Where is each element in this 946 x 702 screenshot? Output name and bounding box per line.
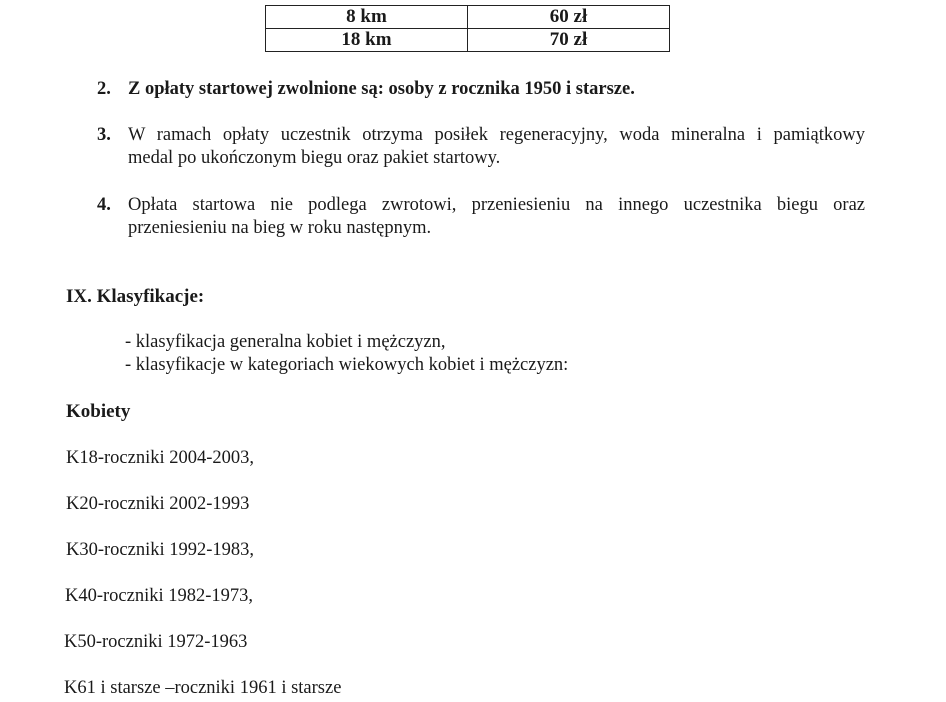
list-item: - klasyfikacja generalna kobiet i mężczyzn, [125, 332, 446, 352]
classification-list [125, 331, 568, 377]
women-category: K30-roczniki 1992-1983, [66, 540, 255, 560]
item-number: 2. [97, 79, 111, 99]
table-row [266, 29, 670, 52]
list-item: - klasyfikacje w kategoriach wiekowych kobiet i mężczyzn: [125, 355, 569, 375]
women-category: K50-roczniki 1972-1963 [64, 632, 248, 652]
list-item-2 [97, 78, 865, 101]
item-text [128, 194, 865, 240]
women-heading: Kobiety [66, 401, 131, 422]
item-line: W ramach opłaty uczestnik otrzyma posiłek regeneracyjny, woda mineralna i pamiątkowy [128, 125, 865, 145]
fee-cell: 70 zł [468, 29, 670, 52]
item-line: przeniesieniu na bieg w roku następnym. [128, 218, 432, 238]
women-category: K61 i starsze –roczniki 1961 i starsze [64, 678, 342, 698]
item-line: medal po ukończonym biegu oraz pakiet startowy. [128, 148, 501, 168]
table-row [266, 6, 670, 29]
item-number: 3. [97, 125, 111, 145]
item-line: Opłata startowa nie podlega zwrotowi, przeniesieniu na innego uczestnika biegu oraz [128, 195, 865, 215]
section-heading-classifications: IX. Klasyfikacje: [66, 286, 205, 307]
item-line: Z opłaty startowej zwolnione są: osoby z rocznika 1950 i starsze. [128, 79, 635, 99]
women-category: K20-roczniki 2002-1993 [66, 494, 250, 514]
list-item-3 [97, 124, 865, 170]
distance-cell: 8 km [266, 6, 468, 29]
women-category: K40-roczniki 1982-1973, [65, 586, 254, 606]
fee-cell: 60 zł [468, 6, 670, 29]
fee-table [265, 5, 670, 52]
list-item-4 [97, 194, 865, 240]
item-text [128, 124, 865, 170]
distance-cell: 18 km [266, 29, 468, 52]
item-number: 4. [97, 195, 111, 215]
women-category: K18-roczniki 2004-2003, [66, 448, 255, 468]
item-text [128, 78, 865, 101]
